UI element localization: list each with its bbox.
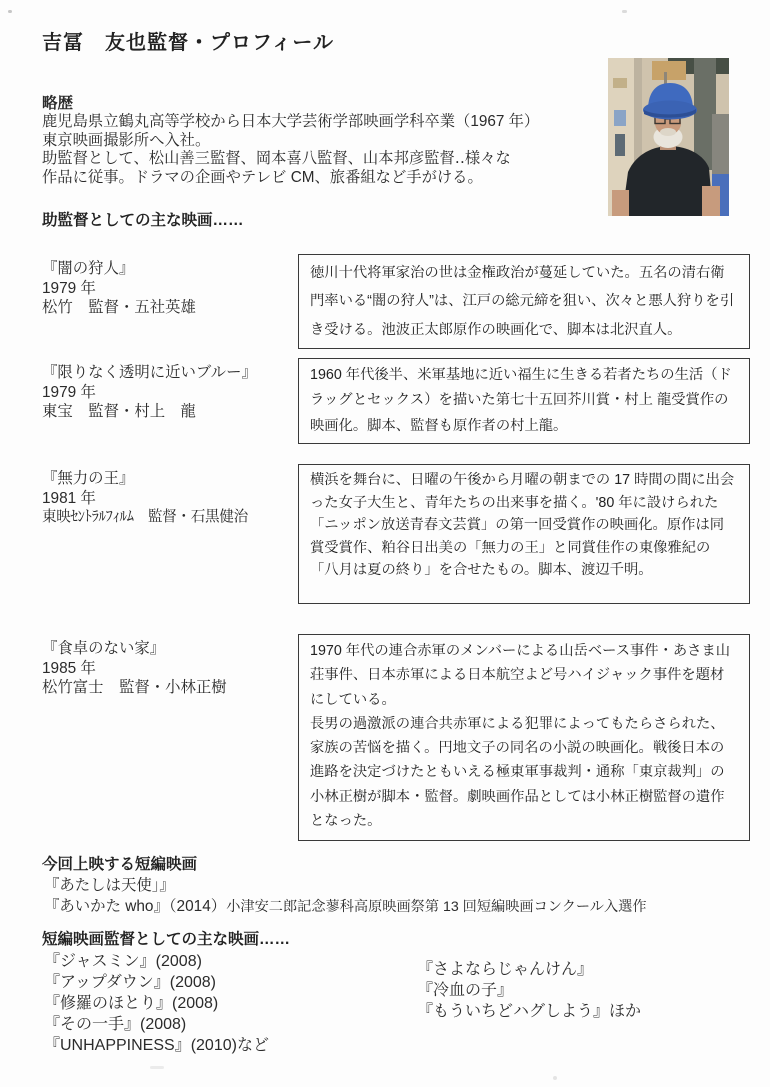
list-item: 『もういちどハグしよう』ほか — [417, 1003, 642, 1020]
film-info — [42, 634, 298, 841]
film-info — [42, 254, 298, 349]
director-photo — [608, 58, 729, 216]
list-item: 『その一手』(2008) — [44, 1016, 187, 1033]
film-info — [42, 464, 298, 604]
film-title: 『闇の狩人』 — [42, 260, 135, 277]
screening-item — [42, 896, 758, 918]
film-year: 1979 年 — [42, 279, 96, 297]
scan-speck — [622, 10, 627, 13]
short-films-columns — [42, 951, 758, 1056]
bio-line: 作品に従事。ドラマの企画やテレビ CM、旅番組など手がける。 — [42, 168, 483, 186]
scan-speck — [8, 10, 12, 13]
short-films-right-list — [415, 951, 641, 1022]
list-item: 『UNHAPPINESS』(2010)など — [44, 1037, 269, 1054]
page-title: 吉冨 友也監督・プロフィール — [42, 32, 334, 54]
film-title: 『食卓のない家』 — [42, 640, 166, 657]
film-credit: 松竹 監督・五社英雄 — [42, 299, 196, 316]
screening-item-note: 小津安二郎記念蓼科高原映画祭第 13 回短編映画コンクール入選作 — [226, 899, 647, 915]
film-entry-kagirinaku-tomei — [42, 358, 750, 444]
list-item: 『冷血の子』 — [417, 982, 514, 999]
film-description: 1960 年代後半、米軍基地に近い福生に生きる若者たちの生活（ドラッグとセックス）を描いた第七十五回芥川賞・村上 龍受賞作の映画化。脚本、監督も原作者の村上龍。 — [310, 367, 732, 434]
short-films-left-list — [42, 951, 415, 1056]
film-year: 1981 年 — [42, 489, 96, 507]
film-entry-muryoku-no-ou — [42, 464, 750, 604]
film-description: 1970 年代の連合赤軍のメンバーによる山岳ベース事件・あさま山荘事件、日本赤軍による日本航空よど号ハイジャック事件を題材にしている。 — [310, 643, 731, 708]
film-description-box — [298, 464, 750, 604]
bio-line: 助監督として、松山善三監督、岡本喜八監督、山本邦彦監督‥様々な — [42, 150, 511, 168]
film-description-box — [298, 634, 750, 841]
film-info — [42, 358, 298, 444]
screening-heading: 今回上映する短編映画 — [42, 856, 198, 873]
scan-speck — [553, 1076, 557, 1080]
bio-line: 鹿児島県立鶴丸高等学校から日本大学芸術学部映画学科卒業（1967 年） — [42, 113, 540, 130]
film-year: 1985 年 — [42, 659, 96, 677]
film-description: 長男の過激派の連合共赤軍による犯罪によってもたらさられた、家族の苦悩を描く。円地文子の同名の小説の映画化。戦後日本の進路を決定づけたともいえる極東軍事裁判・通称「東京裁判」の小林正樹が脚本・監督。劇映画作品としては小林正樹監督の遺作となった。 — [310, 715, 725, 830]
film-description: 横浜を舞台に、日曜の午後から月曜の朝までの 17 時間の間に出会った女子大生と、青年たちの出来事を描く。'80 年に設けられた「ニッポン放送青春文芸賞」の第一回受賞作の映画化。原作は同賞受賞作、粕谷日出美の「無力の王」と同賞佳作の東像雅紀の「八月は夏の終り」を合せたもの。脚本、渡辺千明。 — [310, 472, 735, 579]
short-films-section — [42, 928, 758, 1056]
screening-item: 『あたしは天使」』 — [44, 877, 175, 894]
list-item: 『さよならじゃんけん』 — [417, 961, 594, 978]
film-entry-shokutaku-no-nai-ie — [42, 634, 750, 841]
list-item: 『修羅のほとり』(2008) — [44, 995, 219, 1012]
bio-section — [42, 94, 608, 187]
film-credit: 東宝 監督・村上 龍 — [42, 403, 196, 420]
film-entry-yami-no-karyudo — [42, 254, 750, 349]
film-description: 徳川十代将軍家治の世は金権政治が蔓延していた。五名の清右衛門率いる“闇の狩人”は、江戸の総元締を狙い、次々と悪人狩りを引き受ける。池波正太郎原作の映画化で、脚本は北沢直人。 — [310, 265, 735, 338]
film-credit: 東映ｾﾝﾄﾗﾙﾌｨﾙﾑ 監督・石黒健治 — [42, 509, 248, 525]
bio-line: 東京映画撮影所へ入社。 — [42, 131, 211, 149]
film-title: 『限りなく透明に近いブルー』 — [42, 364, 257, 381]
scan-speck — [150, 1066, 164, 1069]
screening-section — [42, 854, 758, 918]
film-description-box — [298, 358, 750, 444]
film-year: 1979 年 — [42, 383, 96, 401]
list-item: 『ジャスミン』(2008) — [44, 953, 202, 970]
assistant-films-heading: 助監督としての主な映画…… — [42, 212, 244, 229]
bio-heading: 略歴 — [42, 95, 74, 112]
director-photo-image — [608, 58, 729, 216]
short-films-heading: 短編映画監督としての主な映画…… — [42, 931, 291, 948]
screening-item-title: 『あいかた who』（2014） — [44, 898, 227, 915]
film-title: 『無力の王』 — [42, 470, 135, 487]
list-item: 『アップダウン』(2008) — [44, 974, 217, 991]
film-description-box — [298, 254, 750, 349]
film-credit: 松竹富士 監督・小林正樹 — [42, 679, 227, 696]
